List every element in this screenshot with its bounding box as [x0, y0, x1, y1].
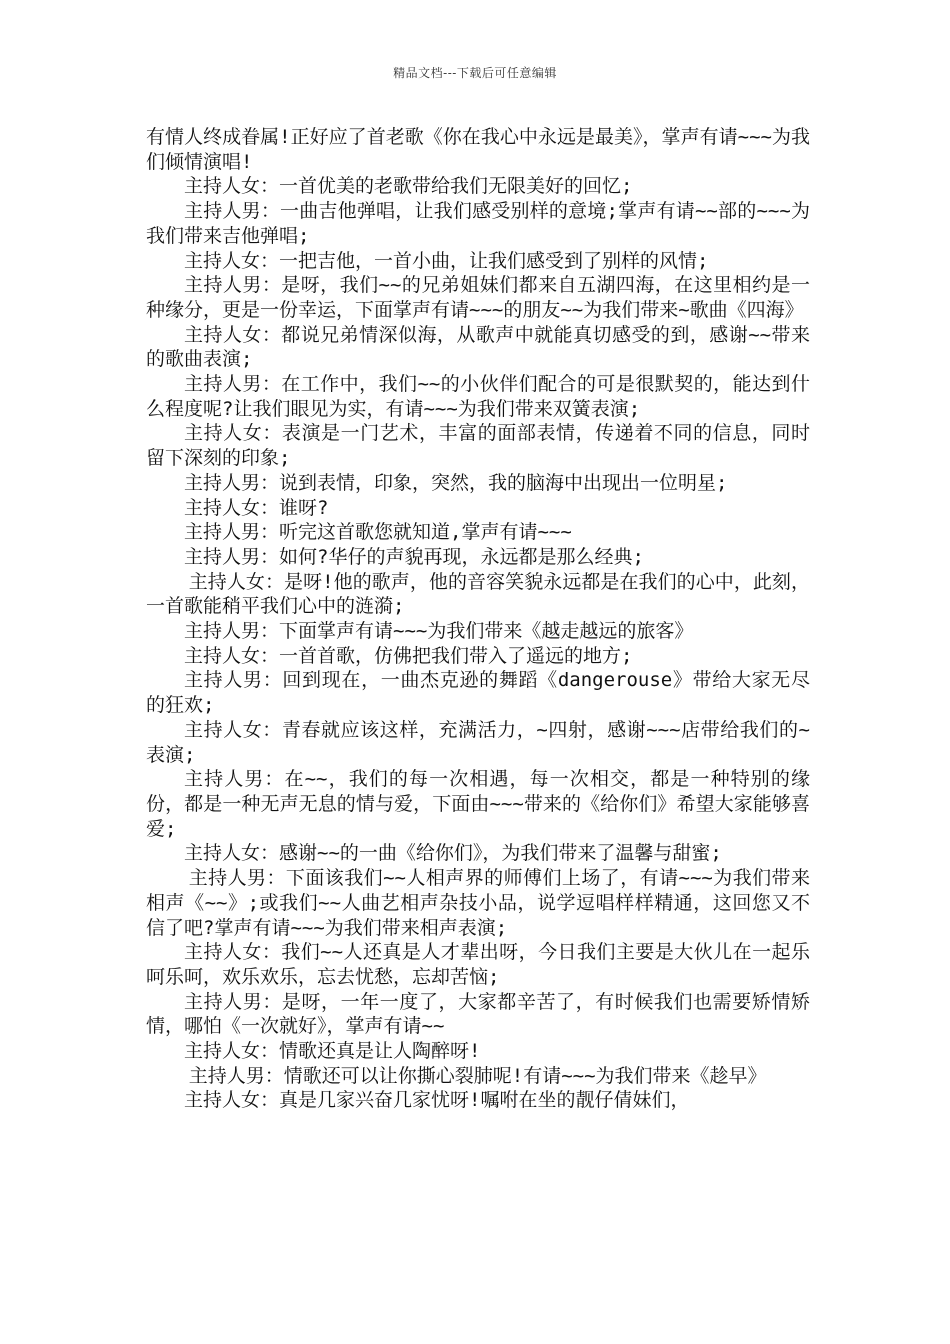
paragraph-15: 主持人女：一首首歌，仿佛把我们带入了遥远的地方;	[184, 644, 633, 667]
paragraph-16: 主持人男：回到现在，一曲杰克逊的舞蹈《dangerouse》带给大家无尽的狂欢;	[146, 669, 810, 717]
paragraph-14: 主持人男：下面掌声有请~~~为我们带来《越走越远的旅客》	[184, 620, 694, 643]
page-header: 精品文档---下载后可任意编辑	[393, 66, 557, 80]
paragraph-13: 主持人女：是呀!他的歌声，他的音容笑貌永远都是在我们的心中，此刻，一首歌能稍平我们心中的涟漪;	[146, 570, 810, 618]
paragraph-18: 主持人男：在~~，我们的每一次相遇，每一次相交，都是一种特别的缘份，都是一种无声无息的情与爱，下面由~~~带来的《给你们》希望大家能够喜爱;	[146, 768, 810, 840]
paragraph-3: 主持人男：一曲吉他弹唱，让我们感受别样的意境;掌声有请~~部的~~~为我们带来吉他弹唱;	[146, 200, 810, 247]
paragraph-7: 主持人男：在工作中，我们~~的小伙伴们配合的可是很默契的，能达到什么程度呢?让我们眼见为实，有请~~~为我们带来双簧表演;	[146, 373, 810, 420]
paragraph-4: 主持人女：一把吉他，一首小曲，让我们感受到了别样的风情;	[184, 249, 709, 272]
paragraph-17: 主持人女：青春就应该这样，充满活力，~四射，感谢~~~店带给我们的~表演;	[146, 718, 810, 766]
paragraph-8: 主持人女：表演是一门艺术，丰富的面部表情，传递着不同的信息，同时留下深刻的印象;	[146, 422, 810, 470]
paragraph-11: 主持人男：听完这首歌您就知道,掌声有请~~~	[184, 521, 572, 544]
paragraph-12: 主持人男：如何?华仔的声貌再现，永远都是那么经典;	[184, 545, 644, 568]
paragraph-6: 主持人女：都说兄弟情深似海，从歌声中就能真切感受的到，感谢~~带来的歌曲表演;	[146, 323, 810, 371]
paragraph-23: 主持人女：情歌还真是让人陶醉呀!	[184, 1040, 481, 1063]
paragraph-21: 主持人女：我们~~人还真是人才辈出呀，今日我们主要是大伙儿在一起乐呵乐呵，欢乐欢乐，忘去忧愁，忘却苦恼;	[146, 941, 810, 988]
paragraph-25: 主持人女：真是几家兴奋几家忧呀!嘱咐在坐的靓仔倩妹们，	[184, 1089, 690, 1112]
paragraph-2: 主持人女：一首优美的老歌带给我们无限美好的回忆;	[184, 175, 633, 198]
paragraph-5: 主持人男：是呀，我们~~的兄弟姐妹们都来自五湖四海，在这里相约是一种缘分，更是一份幸运，下面掌声有请~~~的朋友~~为我们带来~歌曲《四海》	[146, 274, 810, 321]
paragraph-19: 主持人女：感谢~~的一曲《给你们》，为我们带来了温馨与甜蜜;	[184, 842, 722, 865]
paragraph-10: 主持人女：谁呀?	[184, 496, 329, 519]
paragraph-22: 主持人男：是呀，一年一度了，大家都辛苦了，有时候我们也需要矫情矫情，哪怕《一次就好》，掌声有请~~	[146, 990, 810, 1038]
paragraph-9: 主持人男：说到表情，印象，突然，我的脑海中出现出一位明星;	[184, 471, 728, 494]
document-body	[146, 125, 810, 1113]
paragraph-1: 有情人终成眷属!正好应了首老歌《你在我心中永远是最美》，掌声有请~~~为我们倾情演唱!	[146, 126, 810, 173]
paragraph-20: 主持人男：下面该我们~~人相声界的师傅们上场了，有请~~~为我们带来相声《~~》;或我们~~人曲艺相声杂技小品，说学逗唱样样精通，这回您又不信了吧?掌声有请~~~为我们带来相声表演;	[146, 867, 810, 939]
paragraph-24: 主持人男：情歌还可以让你撕心裂肺呢!有请~~~为我们带来《趁早》	[188, 1064, 767, 1087]
